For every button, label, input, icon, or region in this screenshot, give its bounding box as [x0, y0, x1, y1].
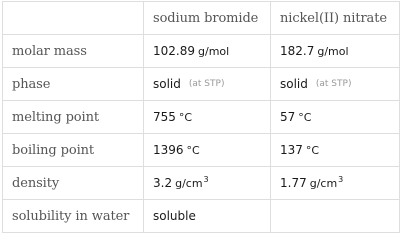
- header-empty-cell: [3, 2, 144, 34]
- row-label: melting point: [12, 109, 99, 125]
- row-label: density: [12, 175, 60, 191]
- row-label-cell: [3, 68, 144, 100]
- value-cell: [144, 101, 271, 133]
- unit: °C: [178, 110, 193, 124]
- row-label-cell: [3, 200, 144, 232]
- properties-table: [2, 1, 400, 233]
- table-header-row: [3, 2, 399, 35]
- value: solid: [153, 77, 181, 91]
- value: 3.2: [153, 176, 173, 190]
- row-label-cell: [3, 35, 144, 67]
- value-cell: [144, 167, 271, 199]
- table-row: [3, 167, 399, 200]
- value-cell: [144, 200, 271, 232]
- unit: °C: [305, 143, 320, 157]
- value-cell: [271, 167, 401, 199]
- value-cell: [144, 68, 271, 100]
- table-row: [3, 134, 399, 167]
- table-row: [3, 101, 399, 134]
- unit: g/mol: [198, 44, 230, 58]
- table-row: [3, 35, 399, 68]
- value-cell: [271, 134, 401, 166]
- value-cell: [271, 200, 401, 232]
- row-label-cell: [3, 167, 144, 199]
- unit: [309, 174, 344, 190]
- condition-note: (at STP): [315, 79, 352, 89]
- value-cell: [271, 101, 401, 133]
- value: 57: [280, 110, 296, 124]
- row-label: boiling point: [12, 142, 95, 158]
- header-cell-nickel-nitrate: [271, 2, 401, 34]
- unit-exponent: 3: [203, 174, 209, 184]
- value-cell: [144, 134, 271, 166]
- value: 755: [153, 110, 176, 124]
- table-row: [3, 200, 399, 232]
- unit-base: g/cm: [175, 176, 203, 190]
- row-label: phase: [12, 76, 51, 92]
- value: solid: [280, 77, 308, 91]
- value-cell: [271, 35, 401, 67]
- value: 182.7: [280, 44, 315, 58]
- row-label: molar mass: [12, 43, 87, 59]
- column-header: nickel(II) nitrate: [280, 10, 387, 26]
- value-cell: [271, 68, 401, 100]
- value: 137: [280, 143, 303, 157]
- unit: g/mol: [317, 44, 349, 58]
- value: 102.89: [153, 44, 195, 58]
- value-cell: [144, 35, 271, 67]
- column-header: sodium bromide: [153, 10, 259, 26]
- unit: °C: [298, 110, 312, 124]
- unit: °C: [186, 143, 200, 157]
- header-cell-sodium-bromide: [144, 2, 271, 34]
- row-label-cell: [3, 101, 144, 133]
- unit-base: g/cm: [309, 176, 338, 190]
- unit-exponent: 3: [338, 174, 344, 184]
- unit: [175, 174, 209, 190]
- value: 1.77: [280, 176, 307, 190]
- value: soluble: [153, 209, 196, 223]
- value: 1396: [153, 143, 184, 157]
- table-row: [3, 68, 399, 101]
- condition-note: (at STP): [188, 79, 225, 89]
- row-label: solubility in water: [12, 208, 130, 224]
- row-label-cell: [3, 134, 144, 166]
